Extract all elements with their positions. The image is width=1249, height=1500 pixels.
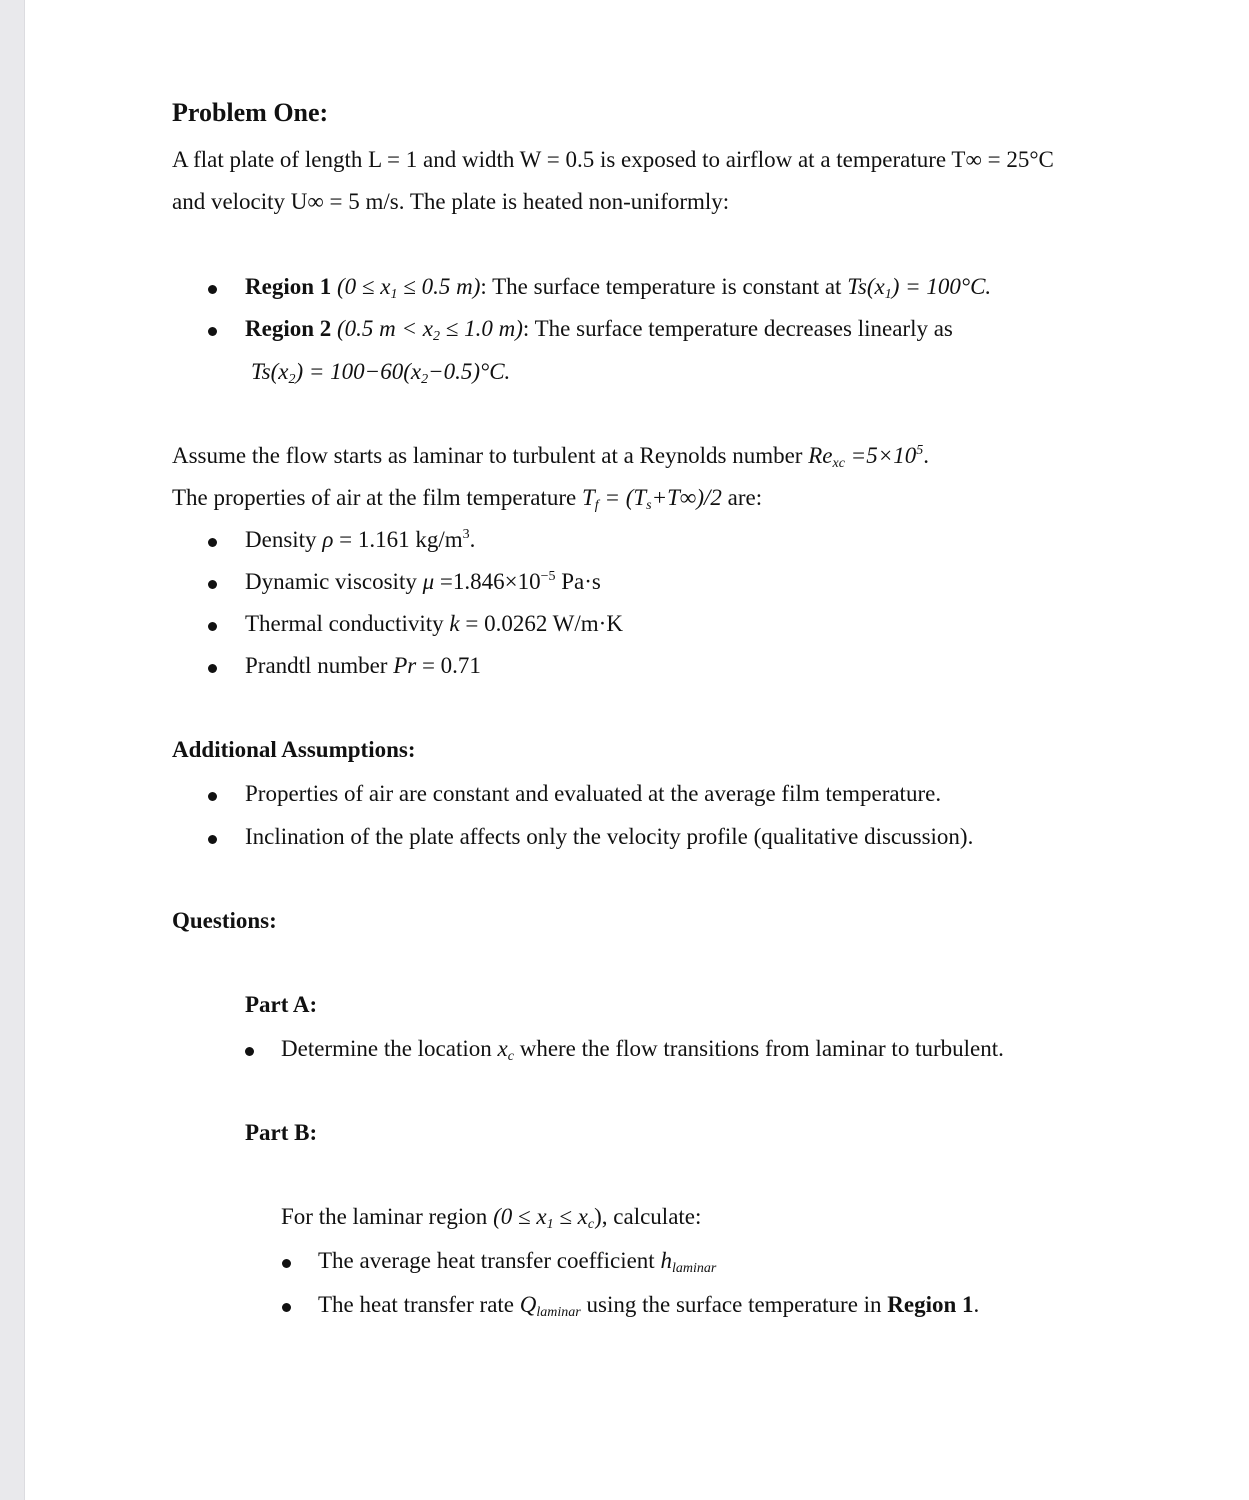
part-b-title: Part B: [245,1120,318,1145]
film-temperature-line: The properties of air at the film temperature $T_f = (T_s+T\infty)/2$ are: [172,485,763,513]
reynolds-line: Assume the flow starts as laminar to turbulent at a Reynolds number $Re_{xc} =5\times 10^5$. [172,443,929,471]
region-2-item [245,314,953,344]
part-b-item-heat-rate: The heat transfer rate $Q_{laminar}$ using the surface temperature in Region 1. [318,1292,980,1320]
property-density: Density ρ = 1.161 $kg/m^3$. [245,527,476,552]
bullet-icon [282,1303,291,1312]
assumption-item: Inclination of the plate affects only the velocity profile (qualitative discussion). [245,824,974,849]
property-viscosity: Dynamic viscosity $\mu =1.846\times 10^{-5}$ Pa·s [245,569,601,594]
bullet-icon [282,1259,291,1268]
bullet-icon [208,580,217,589]
property-prandtl: Prandtl number Pr = 0.71 [245,653,481,678]
region-2-text: : The surface temperature decreases linearly as [522,316,953,341]
region-2-formula: $Ts(x_2) = 100-60(x_2-0.5)^\circ C$. [251,359,511,387]
property-conductivity: Thermal conductivity k = 0.0262 W/m·K [245,611,623,636]
region-2-range: (0.5 $m < x_2 \le 1.0$ m) [337,316,523,344]
document-page [24,0,1249,1500]
bullet-icon [208,538,217,547]
region-1-formula: $Ts(x_1) = 100^\circ C$. [847,274,992,302]
bullet-icon [208,327,217,336]
region-2-label: Region 2 [245,316,332,341]
bullet-icon [208,835,217,844]
problem-title: Problem One: [172,98,329,127]
bullet-icon [208,622,217,631]
part-b-item-heat-coefficient: The average heat transfer coefficient $h_{laminar}$ [318,1248,717,1276]
intro-line-2: and velocity U∞ = 5 m/s. The plate is heated non-uniformly: [172,189,730,214]
bullet-icon [208,285,217,294]
bullet-icon [245,1047,254,1056]
part-a-question: Determine the location $x_c$ where the flow transitions from laminar to turbulent. [281,1036,1004,1064]
intro-line-1: A flat plate of length L = 1 and width W = 0.5 is exposed to airflow at a temperature T∞ = 25°C [172,147,1054,172]
bullet-icon [208,792,217,801]
region-1-text: : The surface temperature is constant at [480,274,848,299]
assumption-item: Properties of air are constant and evaluated at the average film temperature. [245,781,942,806]
part-a-title: Part A: [245,992,318,1017]
region-1-label: Region 1 [245,274,332,299]
region-1-item [245,272,991,302]
additional-assumptions-title: Additional Assumptions: [172,737,416,762]
region-1-range: ($0 \le x_1 \le 0.5$ m) [337,274,481,302]
questions-title: Questions: [172,908,277,933]
bullet-icon [208,664,217,673]
part-b-intro: For the laminar region $(0 \le x_1 \le x_c)$, calculate: [281,1204,702,1232]
